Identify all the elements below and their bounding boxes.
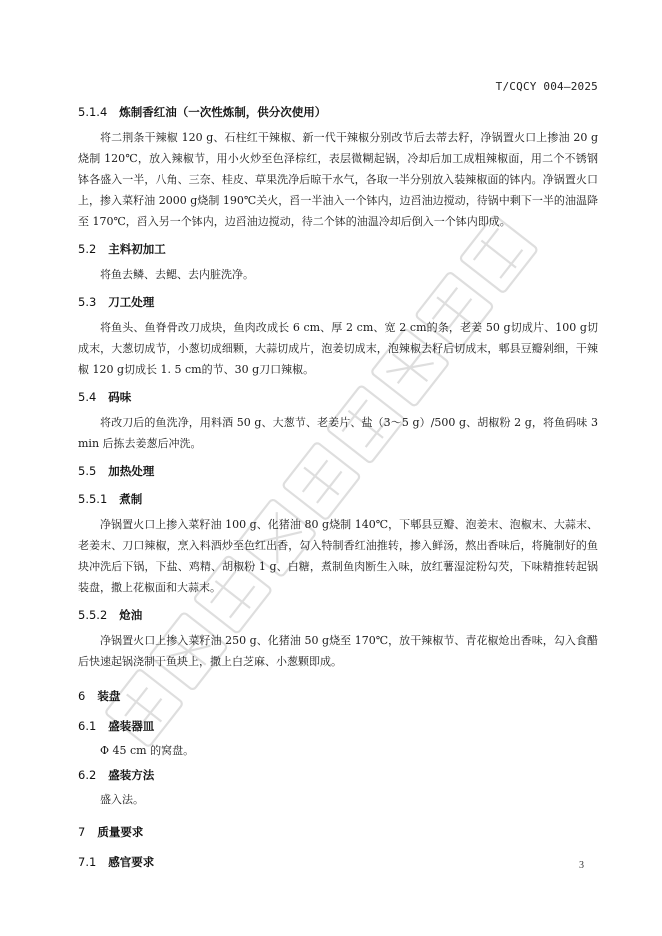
section-heading [78, 389, 598, 405]
section-heading [78, 607, 598, 623]
section-paragraph: Φ 45 cm 的窝盘。 [100, 744, 195, 757]
section-paragraph: 将改刀后的鱼洗净，用料酒 50 g、大葱节、老姜片、盐（3～5 g）/500 g、胡椒粉 2 g，将鱼码味 3 min 后拣去姜葱后冲洗。 [78, 416, 598, 450]
section-heading [78, 241, 598, 257]
section-paragraph: 将二荆条干辣椒 120 g、石柱红干辣椒、新一代干辣椒分别改节后去蒂去籽，净锅置火口上掺油 20 g 烧制 120℃，放入辣椒节，用小火炒至色泽棕红，表层微糊起锅，冷却后加工成粗辣椒面，用二个不锈钢钵各盛入一半，八角、三奈、桂皮、草果洗净后晾干水气，各取一半分别放入装辣椒面的钵内。净锅置火口上，掺入菜籽油 2000 g烧制 190℃关火，舀一半油入一个钵内，边舀油边搅动，待锅中剩下一半的油温降至 170℃，舀入另一个钵内，边舀油边搅动，待二个钵的油温冷却后倒入一个钵内即成。 [78, 131, 598, 228]
document-code: T/CQCY 004—2025 [495, 80, 598, 93]
section-heading [78, 491, 598, 507]
section-paragraph: 净锅置火口上掺入菜籽油 250 g、化猪油 50 g烧至 170℃，放干辣椒节、青花椒炝出香味，勾入食醋后快速起锅浇制于鱼块上，撒上白芝麻、小葱颗即成。 [78, 634, 598, 668]
section-title: 装盘 [97, 689, 121, 703]
section-title: 码味 [108, 390, 132, 404]
section-paragraph: 盛入法。 [100, 793, 144, 806]
section-heading [78, 718, 598, 734]
section-title: 主料初加工 [108, 242, 166, 256]
document-body [78, 104, 598, 870]
section-heading [78, 854, 598, 870]
section-title: 质量要求 [97, 825, 144, 839]
section-title: 炼制香红油（一次性炼制，供分次使用） [119, 105, 327, 119]
section-heading [78, 463, 598, 479]
section-number: 5.2 [78, 242, 97, 256]
section-title: 刀工处理 [108, 295, 155, 309]
section-number: 7 [78, 825, 86, 839]
section-number: 6 [78, 689, 86, 703]
section-paragraph: 将鱼头、鱼脊骨改刀成块，鱼肉改成长 6 cm、厚 2 cm、宽 2 cm的条，老姜 50 g切成片、100 g切成末，大葱切成节，小葱切成细颗，大蒜切成片，泡姜切成末，泡辣椒去籽后切成末，郫县豆瓣剁细，干辣椒 120 g切成长 1. 5 cm的节、30 g刀口辣椒。 [78, 321, 598, 376]
section-heading [78, 824, 598, 840]
section-number: 5.1.4 [78, 105, 108, 119]
section-heading [78, 688, 598, 704]
section-title: 加热处理 [108, 464, 155, 478]
section-title: 盛装方法 [108, 768, 155, 782]
section-number: 5.5.2 [78, 608, 108, 622]
section-number: 5.5 [78, 464, 97, 478]
section-title: 感官要求 [108, 855, 155, 869]
section-number: 6.2 [78, 768, 97, 782]
section-heading [78, 294, 598, 310]
section-number: 5.5.1 [78, 492, 108, 506]
page-number: 3 [579, 860, 584, 871]
section-number: 5.3 [78, 295, 97, 309]
section-title: 盛装器皿 [108, 719, 155, 733]
section-paragraph: 净锅置火口上掺入菜籽油 100 g、化猪油 80 g烧制 140℃，下郫县豆瓣、泡姜末、泡椒末、大蒜末、老姜末、刀口辣椒，烹入料酒炒至色红出香，勾入特制香红油推转，掺入鲜汤，熬出香味后，将腌制好的鱼块冲洗后下锅，下盐、鸡精、胡椒粉 1 g、白糖，煮制鱼肉断生入味，放红薯湿淀粉勾芡，下味精推转起锅装盘，撒上花椒面和大蒜末。 [78, 518, 598, 594]
section-number: 6.1 [78, 719, 97, 733]
section-heading [78, 104, 598, 120]
section-paragraph: 将鱼去鳞、去鳃、去内脏洗净。 [100, 268, 254, 281]
section-title: 炝油 [119, 608, 143, 622]
section-heading [78, 767, 598, 783]
section-title: 煮制 [119, 492, 143, 506]
section-number: 5.4 [78, 390, 97, 404]
section-number: 7.1 [78, 855, 97, 869]
